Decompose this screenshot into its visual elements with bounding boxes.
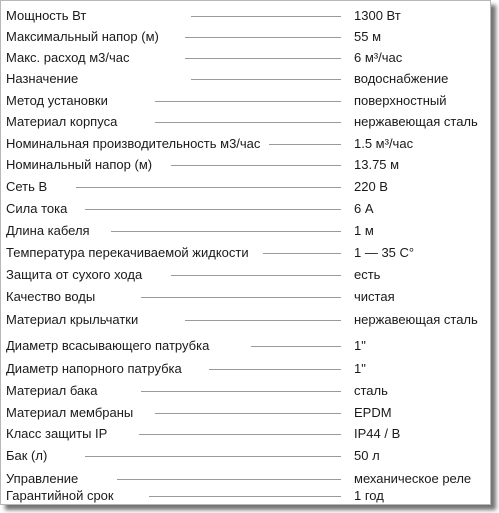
spec-value: сталь — [354, 383, 388, 398]
spec-label: Сила тока — [6, 201, 71, 216]
spec-label: Длина кабеля — [6, 223, 94, 238]
spec-value: есть — [354, 267, 381, 282]
spec-value: 1" — [354, 361, 366, 376]
spec-row-tank-volume — [1, 446, 490, 466]
spec-value: 1.5 м³/час — [354, 136, 414, 151]
spec-value: 13.75 м — [354, 157, 400, 172]
spec-value: 1300 Вт — [354, 8, 401, 23]
leader-line — [191, 16, 341, 17]
spec-row-ip-class — [1, 424, 490, 444]
leader-line — [85, 456, 341, 457]
leader-line — [76, 187, 341, 188]
spec-value: 55 м — [354, 29, 382, 44]
spec-row-nominal-head — [1, 155, 490, 175]
leader-line — [111, 231, 341, 232]
leader-line — [209, 369, 341, 370]
spec-value: 1 м — [354, 223, 374, 238]
spec-value: водоснабжение — [354, 71, 449, 86]
leader-line — [149, 496, 341, 497]
leader-line — [191, 79, 341, 80]
spec-value: 1 — 35 С° — [354, 245, 415, 260]
spec-label: Качество воды — [6, 289, 99, 304]
spec-label: Мощность Вт — [6, 8, 90, 23]
spec-value: чистая — [354, 289, 395, 304]
spec-row-warranty — [1, 486, 490, 506]
spec-row-cable-length — [1, 221, 490, 241]
leader-line — [185, 320, 341, 321]
leader-line — [155, 101, 341, 102]
spec-row-max-head — [1, 27, 490, 47]
spec-row-install-method — [1, 91, 490, 111]
spec-row-purpose — [1, 69, 490, 89]
spec-row-tank-material — [1, 381, 490, 401]
spec-label: Диаметр всасывающего патрубка — [6, 338, 213, 353]
leader-line — [185, 37, 341, 38]
leader-line — [139, 434, 341, 435]
spec-value: 1" — [354, 338, 366, 353]
leader-line — [269, 144, 341, 145]
spec-row-membrane-material — [1, 403, 490, 423]
spec-label: Назначение — [6, 71, 82, 86]
spec-row-voltage — [1, 177, 490, 197]
spec-label: Класс защиты IP — [6, 426, 111, 441]
spec-label: Управление — [6, 471, 82, 486]
spec-row-nominal-flow — [1, 134, 490, 154]
spec-row-current — [1, 199, 490, 219]
leader-line — [171, 165, 341, 166]
spec-label: Материал бака — [6, 383, 101, 398]
leader-line — [117, 479, 341, 480]
spec-value: 50 л — [354, 448, 380, 463]
spec-value: EPDM — [354, 405, 392, 420]
spec-value: механическое реле — [354, 471, 472, 486]
spec-label: Бак (л) — [6, 448, 51, 463]
spec-label: Материал корпуса — [6, 114, 121, 129]
leader-line — [185, 58, 341, 59]
spec-label: Номинальный напор (м) — [6, 157, 156, 172]
leader-line — [171, 275, 341, 276]
spec-value: поверхностный — [354, 93, 447, 108]
spec-label: Материал мембраны — [6, 405, 137, 420]
spec-row-dry-run-protection — [1, 265, 490, 285]
spec-value: 6 м³/час — [354, 50, 403, 65]
spec-value: нержавеющая сталь — [354, 312, 478, 327]
spec-value: IP44 / В — [354, 426, 401, 441]
spec-label: Диаметр напорного патрубка — [6, 361, 186, 376]
spec-row-max-flow — [1, 48, 490, 68]
spec-value: нержавеющая сталь — [354, 114, 478, 129]
spec-value: 6 А — [354, 201, 374, 216]
spec-row-liquid-temperature — [1, 243, 490, 263]
spec-label: Номинальная производительность м3/час — [6, 136, 264, 151]
leader-line — [85, 209, 341, 210]
spec-label: Макс. расход м3/час — [6, 50, 134, 65]
spec-label: Гарантийной срок — [6, 488, 118, 503]
spec-label: Температура перекачиваемой жидкости — [6, 245, 253, 260]
leader-line — [263, 253, 341, 254]
spec-row-power — [1, 6, 490, 26]
spec-label: Защита от сухого хода — [6, 267, 146, 282]
spec-label: Максимальный напор (м) — [6, 29, 163, 44]
leader-line — [155, 413, 341, 414]
leader-line — [155, 122, 341, 123]
spec-value: 1 год — [354, 488, 384, 503]
spec-label: Сеть В — [6, 179, 51, 194]
leader-line — [141, 391, 341, 392]
spec-row-water-quality — [1, 287, 490, 307]
leader-line — [141, 297, 341, 298]
spec-row-discharge-diameter — [1, 359, 490, 379]
spec-label: Материал крыльчатки — [6, 312, 142, 327]
spec-row-suction-diameter — [1, 336, 490, 356]
spec-row-impeller-material — [1, 310, 490, 330]
leader-line — [251, 346, 341, 347]
spec-label: Метод установки — [6, 93, 112, 108]
spec-row-body-material — [1, 112, 490, 132]
spec-value: 220 В — [354, 179, 388, 194]
